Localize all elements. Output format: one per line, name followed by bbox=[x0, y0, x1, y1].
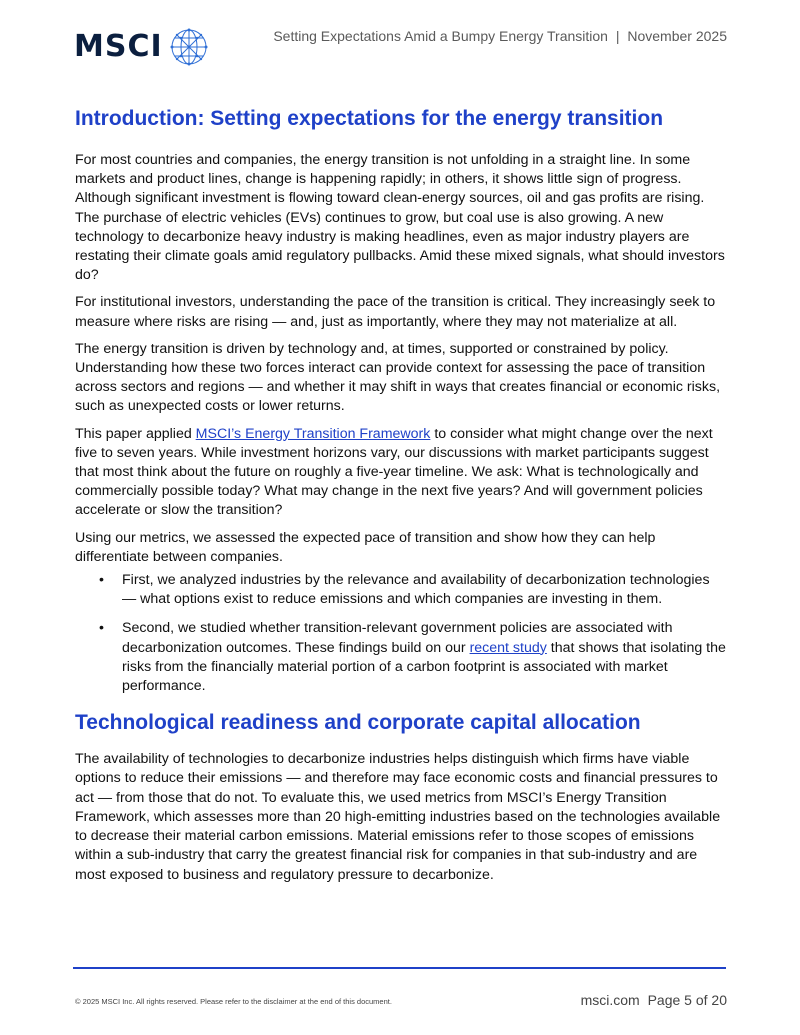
publication-date: November 2025 bbox=[627, 28, 727, 44]
technology-paragraph-1: The availability of technologies to decarbonize industries helps distinguish which firms have viable options to reduce their emissions — and therefore may face economic costs and financial pressures to act — from those that do not. To evaluate this, we used metrics from MSCI’s Energy Transition Framework, which assesses more than 20 high-emitting industries based on the technologies available to decrease their material carbon emissions. Material emissions refer to those scopes of emissions within a sub-industry that carry the greatest financial risk for companies in that sub-industry and are most exposed to business and regulatory pressure to decarbonize. bbox=[75, 751, 721, 883]
intro-paragraph-1: For most countries and companies, the energy transition is not unfolding in a straight line. In some markets and product lines, change is happening rapidly; in others, it shows little sign of progress. Although significant investment is flowing toward clean-energy sources, oil and gas profits are rising. The purchase of electric vehicles (EVs) continues to grow, but coal use is also growing. A new technology to decarbonize heavy industry is making headlines, even as major industry players are restating their climate goals amid regulatory pullbacks. Amid these mixed signals, what should investors do? bbox=[75, 152, 725, 284]
bullet-marker: • bbox=[99, 620, 104, 637]
paragraph-text: This paper applied bbox=[75, 425, 196, 442]
intro-heading: Introduction: Setting expectations for the energy transition bbox=[75, 107, 664, 130]
copyright-notice: © 2025 MSCI Inc. All rights reserved. Please refer to the disclaimer at the end of this document. bbox=[75, 997, 392, 1006]
page-content bbox=[75, 104, 727, 885]
page-number: Page 5 of 20 bbox=[647, 992, 727, 1008]
technology-heading: Technological readiness and corporate capital allocation bbox=[75, 711, 641, 735]
msci-logo[interactable] bbox=[74, 27, 209, 67]
list-item-text: Second, we studied whether transition-relevant government policies are associated with decarbonization outcomes. These findings build on our bbox=[122, 620, 673, 656]
findings-list bbox=[75, 571, 727, 696]
logo-wordmark: MSCI bbox=[74, 29, 163, 64]
intro-paragraph-3: The energy transition is driven by technology and, at times, supported or constrained by policy. Understanding how these two forces interact can provide context for assessing the pace of transition across sectors and regions — and whether it may shift in ways that creates financial or economic risks, such as unexpected costs or lower returns. bbox=[75, 340, 721, 415]
list-item-text: First, we analyzed industries by the relevance and availability of decarbonization technologies — what options exist to reduce emissions and which companies are investing in them. bbox=[122, 572, 710, 608]
intro-paragraph-4 bbox=[75, 425, 727, 521]
energy-transition-framework-link[interactable]: MSCI’s Energy Transition Framework bbox=[195, 425, 431, 442]
list-item-text: that shows that isolating the risks from the financially material portion of a carbon footprint is associated with market performance. bbox=[122, 639, 726, 695]
document-title: Setting Expectations Amid a Bumpy Energy Transition bbox=[273, 28, 608, 44]
bullet-marker: • bbox=[99, 572, 104, 589]
page-header bbox=[0, 0, 800, 90]
globe-icon bbox=[169, 27, 209, 67]
footer-right bbox=[581, 992, 727, 1008]
title-separator: | bbox=[615, 28, 620, 44]
footer-divider bbox=[73, 967, 726, 969]
list-item bbox=[75, 619, 727, 696]
recent-study-link[interactable]: recent study bbox=[469, 639, 547, 656]
intro-paragraph-2: For institutional investors, understanding the pace of the transition is critical. They increasingly seek to measure where risks are rising — and, just as importantly, where they may not materialize at all. bbox=[75, 294, 716, 330]
paragraph-text: to consider what might change over the next five to seven years. While investment horizons vary, our discussions with market participants suggest that most think about the future on roughly a five-year timeline. We ask: What is technologically and commercially possible today? What may change in the next five years? And will government policies accelerate or slow the transition? bbox=[75, 425, 713, 519]
intro-paragraph-5: Using our metrics, we assessed the expected pace of transition and show how they can help differentiate between companies. bbox=[75, 529, 656, 565]
list-item bbox=[75, 571, 727, 609]
running-title bbox=[273, 28, 727, 44]
website-link[interactable]: msci.com bbox=[580, 992, 640, 1008]
